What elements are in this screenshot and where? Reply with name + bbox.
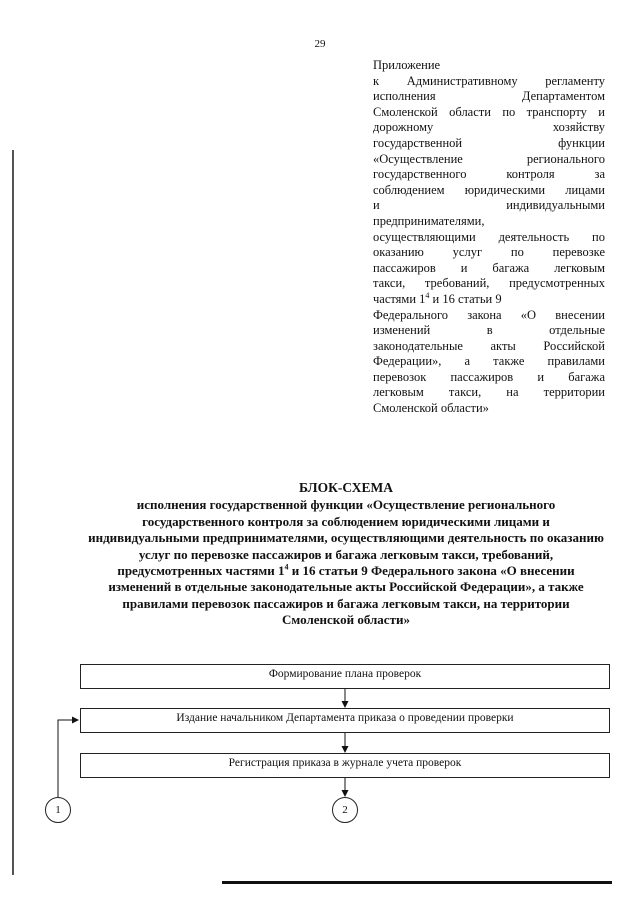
appendix-line-with-superscript xyxy=(373,292,605,308)
appendix-line: государственного контроля за xyxy=(373,167,605,182)
superscript: 4 xyxy=(425,290,430,300)
title-description: исполнения государственной функции «Осуществление регионального государственного контроля за соблюдением юридическими лицами и индивидуальными предпринимателями, осуществляющими деятельность по оказанию услуг по перевозке пассажиров и багажа легковым такси, требований, предусмотренных частями 1 xyxy=(88,497,604,579)
appendix-line: пассажиров и багажа легковым xyxy=(373,260,605,275)
appendix-line: соблюдением юридическими лицами xyxy=(373,182,605,197)
connector-2[interactable]: 2 xyxy=(332,797,358,823)
appendix-line: осуществляющими деятельность по xyxy=(373,229,605,244)
appendix-line: оказанию услуг по перевозке xyxy=(373,245,605,260)
appendix-line: Приложение xyxy=(373,58,441,72)
appendix-text: частями 1 xyxy=(373,291,426,306)
appendix-line: государственной функции xyxy=(373,135,605,150)
scan-bottom-edge xyxy=(222,881,612,884)
appendix-line: легковым такси, на территории xyxy=(373,385,605,400)
return-arrow-connector1-to-step2 xyxy=(58,720,78,797)
appendix-line: Смоленской области» xyxy=(373,401,489,416)
appendix-line: дорожному хозяйству xyxy=(373,120,605,135)
scan-left-edge xyxy=(12,150,14,875)
appendix-line: «Осуществление регионального xyxy=(373,151,605,166)
appendix-line: предпринимателями, xyxy=(373,213,485,228)
appendix-line: перевозок пассажиров и багажа xyxy=(373,369,605,384)
title-description: и 16 статьи 9 Федерального закона «О внесении изменений в отдельные законодательные акты Российской Федерации», а также правилами перевозок пассажиров и багажа легковым такси, на территории Смоленской области» xyxy=(108,563,584,628)
step-register-order[interactable]: Регистрация приказа в журнале учета проверок xyxy=(80,753,610,778)
appendix-line: такси, требований, предусмотренных xyxy=(373,276,605,291)
appendix-line: к Административному регламенту xyxy=(373,73,605,88)
appendix-line: Федерации», а также правилами xyxy=(373,354,605,369)
appendix-header xyxy=(373,58,605,417)
step-issue-inspection-order[interactable]: Издание начальником Департамента приказа о проведении проверки xyxy=(80,708,610,733)
appendix-text: и 16 статьи 9 xyxy=(429,291,502,306)
connector-1[interactable]: 1 xyxy=(45,797,71,823)
page-number: 29 xyxy=(314,38,326,50)
appendix-line: изменений в отдельные xyxy=(373,323,605,338)
step-form-inspection-plan[interactable]: Формирование плана проверок xyxy=(80,664,610,689)
appendix-line: Федерального закона «О внесении xyxy=(373,307,605,322)
appendix-line: исполнения Департаментом xyxy=(373,89,605,104)
flowchart-title-block xyxy=(88,480,604,629)
superscript: 4 xyxy=(284,562,289,572)
appendix-line: законодательные акты Российской xyxy=(373,338,605,353)
document-title: БЛОК-СХЕМА xyxy=(298,480,394,495)
appendix-line: Смоленской области по транспорту и xyxy=(373,104,605,119)
appendix-line: и индивидуальными xyxy=(373,198,605,213)
